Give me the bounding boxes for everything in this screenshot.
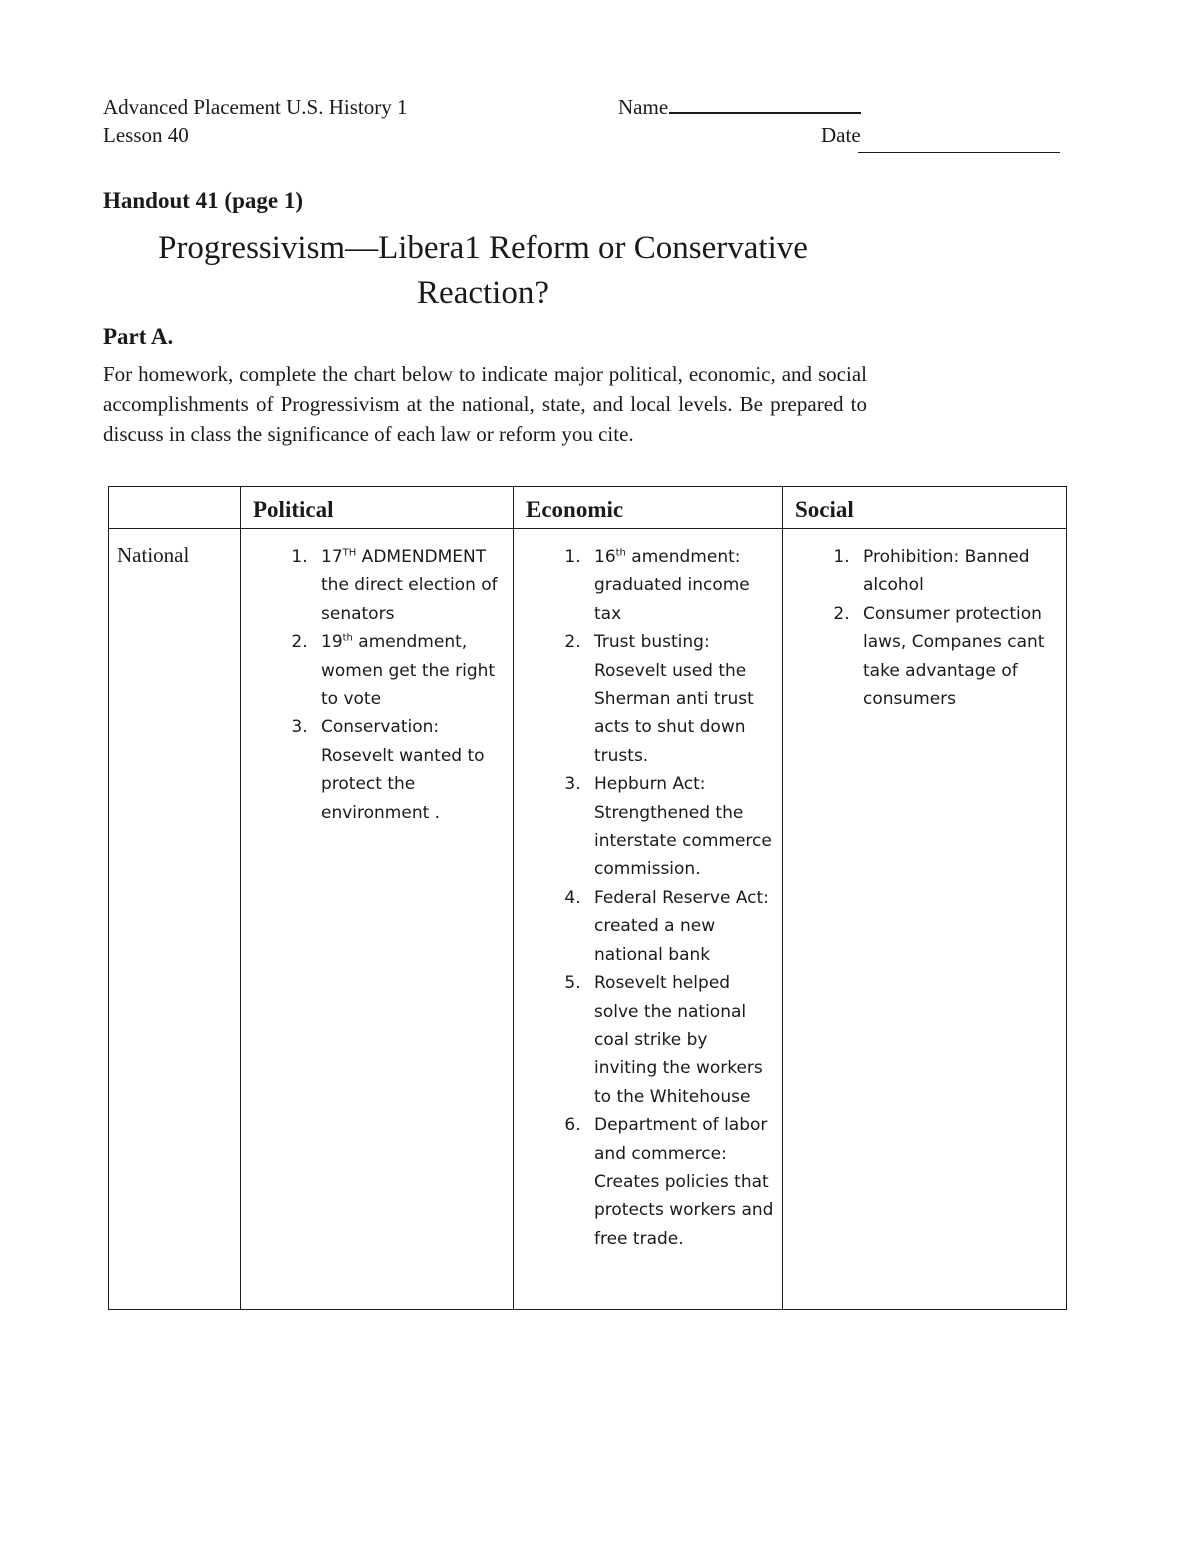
list-item	[586, 770, 774, 884]
list-item-text: Prohibition: Banned alcohol	[863, 547, 1030, 596]
list-item	[586, 1111, 774, 1253]
date-label: Date	[821, 123, 861, 147]
handout-number: Handout 41 (page 1)	[103, 188, 303, 213]
economic-cell	[514, 529, 783, 1310]
social-list	[783, 529, 1066, 713]
list-item-text-continued: amendment: graduated income tax	[594, 547, 750, 624]
table-header-row	[109, 487, 1067, 529]
name-label: Name	[618, 95, 669, 119]
political-cell	[241, 529, 514, 1310]
list-item	[586, 884, 774, 969]
part-label: Part A.	[103, 324, 174, 349]
economic-list	[514, 529, 782, 1253]
list-item	[586, 969, 774, 1111]
list-item-text-continued: ADMENDMENT the direct election of senators	[321, 547, 498, 624]
list-item-text: Department of labor and commerce: Creates policies that protects workers and free trade.	[594, 1115, 774, 1249]
page-title	[103, 226, 863, 316]
table-header-social: Social	[783, 487, 1067, 529]
title-line-2: Reaction?	[417, 275, 549, 311]
list-item-text: Hepburn Act: Strengthened the interstate commerce commission.	[594, 774, 772, 880]
list-item-text: Conservation: Rosevelt wanted to protect the environment .	[321, 717, 485, 823]
list-item-text: Federal Reserve Act: created a new national bank	[594, 887, 769, 965]
progressivism-chart	[108, 486, 1067, 1310]
instructions-paragraph: For homework, complete the chart below to indicate major political, economic, and social accomplishments of Progressivism at the national, state, and local levels. Be prepared to discuss in class the significance of each law or reform you cite.	[103, 362, 867, 446]
list-item-text: 17	[321, 547, 343, 567]
list-item	[855, 543, 1058, 600]
list-item	[855, 600, 1058, 714]
list-item	[313, 628, 505, 713]
row-label-national: National	[109, 529, 241, 1310]
list-item-text: 19	[321, 632, 343, 653]
list-item-text: 16	[594, 547, 616, 567]
social-cell	[783, 529, 1067, 1310]
list-item-text: Rosevelt helped solve the national coal strike by inviting the workers to the Whitehouse	[594, 973, 763, 1107]
title-line-1: Progressivism—Libera1 Reform or Conservative	[158, 230, 808, 266]
political-list	[241, 529, 513, 827]
table-header-economic: Economic	[514, 487, 783, 529]
list-item	[586, 543, 774, 628]
date-field	[821, 121, 861, 149]
course-title: Advanced Placement U.S. History 1	[103, 95, 408, 119]
list-item	[313, 543, 505, 628]
list-item-superscript: th	[615, 547, 626, 559]
name-field	[618, 93, 861, 121]
list-item	[313, 713, 505, 827]
list-item	[586, 628, 774, 770]
list-item-text: Consumer protection laws, Companes cant take advantage of consumers	[863, 603, 1045, 710]
list-item-text: Trust busting: Rosevelt used the Sherman anti trust acts to shut down trusts.	[594, 632, 754, 766]
table-header-blank	[109, 487, 241, 529]
list-item-superscript: TH	[342, 547, 357, 559]
table-header-political: Political	[241, 487, 514, 529]
table-row-national	[109, 529, 1067, 1310]
name-blank-line	[669, 98, 861, 114]
list-item-superscript: th	[342, 632, 353, 644]
list-item-text-continued: amendment, women get the right to vote	[321, 632, 496, 710]
date-blank-line	[858, 152, 1060, 153]
lesson-number: Lesson 40	[103, 123, 189, 147]
